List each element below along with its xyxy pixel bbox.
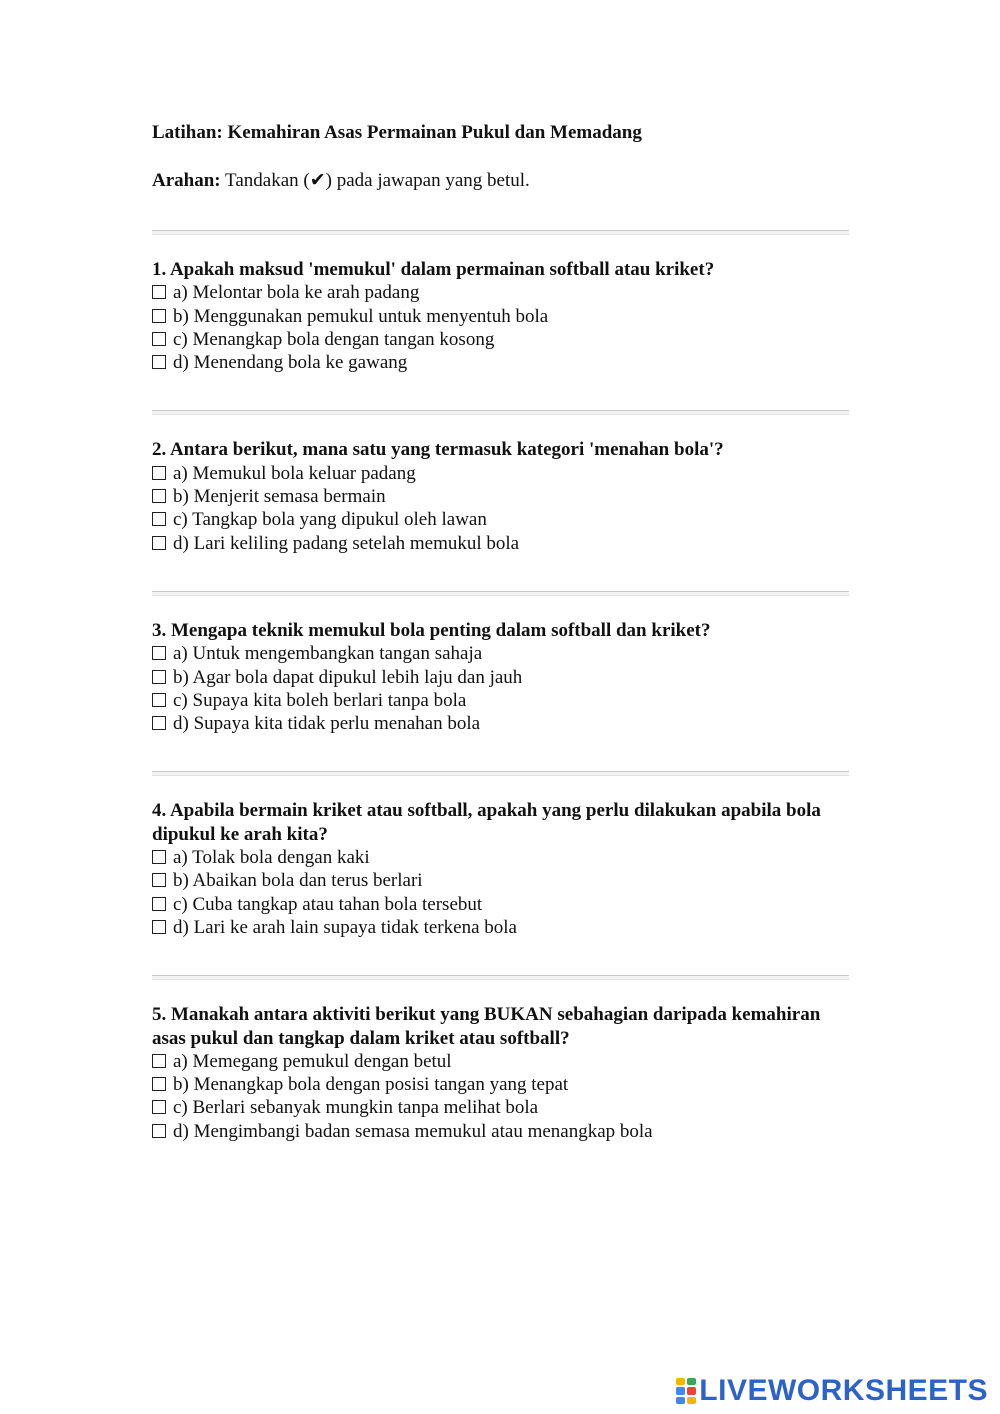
answer-option[interactable] — [152, 485, 849, 508]
option-label: a) Memukul bola keluar padang — [173, 462, 416, 484]
answer-option[interactable] — [152, 846, 849, 869]
checkbox[interactable] — [152, 355, 166, 369]
liveworksheets-logo — [676, 1374, 988, 1408]
answer-option[interactable] — [152, 916, 849, 939]
worksheet-title: Latihan: Kemahiran Asas Permainan Pukul dan Memadang — [152, 122, 642, 143]
logo-square — [676, 1387, 685, 1394]
checkbox[interactable] — [152, 1077, 166, 1091]
checkbox[interactable] — [152, 716, 166, 730]
option-label: a) Memegang pemukul dengan betul — [173, 1050, 452, 1072]
answer-option[interactable] — [152, 1120, 849, 1143]
worksheet — [152, 120, 849, 1143]
logo-square — [676, 1378, 685, 1385]
option-label: b) Abaikan bola dan terus berlari — [173, 870, 423, 892]
answer-option[interactable] — [152, 1096, 849, 1119]
answer-option[interactable] — [152, 351, 849, 374]
question-1 — [152, 258, 849, 374]
divider — [152, 230, 849, 235]
question-text: 1. Apakah maksud 'memukul' dalam permainan softball atau kriket? — [152, 259, 715, 280]
option-label: d) Lari ke arah lain supaya tidak terkena bola — [173, 916, 517, 938]
logo-text: LIVEWORKSHEETS — [699, 1374, 988, 1407]
option-label: c) Tangkap bola yang dipukul oleh lawan — [173, 509, 487, 531]
question-text: 5. Manakah antara aktiviti berikut yang BUKAN sebahagian daripada kemahiran asas pukul dan tangkap dalam kriket atau softball? — [152, 1004, 821, 1049]
option-label: c) Menangkap bola dengan tangan kosong — [173, 328, 495, 350]
option-label: a) Untuk mengembangkan tangan sahaja — [173, 643, 483, 665]
answer-option[interactable] — [152, 508, 849, 531]
question-5 — [152, 1003, 849, 1143]
checkbox[interactable] — [152, 285, 166, 299]
answer-option[interactable] — [152, 689, 849, 712]
checkbox[interactable] — [152, 1054, 166, 1068]
checkbox[interactable] — [152, 1124, 166, 1138]
option-label: b) Menjerit semasa bermain — [173, 486, 386, 508]
checkbox[interactable] — [152, 332, 166, 346]
logo-square — [687, 1387, 696, 1394]
answer-option[interactable] — [152, 305, 849, 328]
checkbox[interactable] — [152, 309, 166, 323]
answer-option[interactable] — [152, 712, 849, 735]
option-label: a) Tolak bola dengan kaki — [173, 847, 370, 869]
answer-option[interactable] — [152, 666, 849, 689]
checkbox[interactable] — [152, 466, 166, 480]
logo-square — [687, 1378, 696, 1385]
question-text: 3. Mengapa teknik memukul bola penting dalam softball dan kriket? — [152, 619, 711, 641]
question-4 — [152, 799, 849, 939]
answer-option[interactable] — [152, 869, 849, 892]
instruction-text: Tandakan (✔) pada jawapan yang betul. — [225, 170, 530, 191]
instruction — [152, 168, 849, 194]
option-label: d) Mengimbangi badan semasa memukul atau menangkap bola — [173, 1120, 653, 1142]
question-text: 4. Apabila bermain kriket atau softball, apakah yang perlu dilakukan apabila bola dipukul ke arah kita? — [152, 800, 821, 845]
answer-option[interactable] — [152, 1073, 849, 1096]
checkbox[interactable] — [152, 693, 166, 707]
answer-option[interactable] — [152, 462, 849, 485]
answer-option[interactable] — [152, 532, 849, 555]
logo-mark-icon — [676, 1378, 696, 1404]
option-label: a) Melontar bola ke arah padang — [173, 282, 420, 304]
checkbox[interactable] — [152, 489, 166, 503]
answer-option[interactable] — [152, 328, 849, 351]
divider — [152, 975, 849, 980]
divider — [152, 410, 849, 415]
instruction-label: Arahan: — [152, 170, 221, 191]
option-label: c) Berlari sebanyak mungkin tanpa melihat bola — [173, 1097, 539, 1119]
answer-option[interactable] — [152, 642, 849, 665]
answer-option[interactable] — [152, 1050, 849, 1073]
option-label: b) Agar bola dapat dipukul lebih laju dan jauh — [173, 666, 523, 688]
checkbox[interactable] — [152, 897, 166, 911]
question-3 — [152, 619, 849, 735]
option-label: c) Cuba tangkap atau tahan bola tersebut — [173, 893, 483, 915]
checkbox[interactable] — [152, 920, 166, 934]
option-label: d) Lari keliling padang setelah memukul bola — [173, 532, 520, 554]
question-2 — [152, 438, 849, 554]
checkbox[interactable] — [152, 646, 166, 660]
divider — [152, 771, 849, 776]
question-text: 2. Antara berikut, mana satu yang termasuk kategori 'menahan bola'? — [152, 439, 724, 461]
checkbox[interactable] — [152, 512, 166, 526]
checkbox[interactable] — [152, 1100, 166, 1114]
option-label: b) Menangkap bola dengan posisi tangan yang tepat — [173, 1074, 569, 1096]
logo-square — [676, 1397, 685, 1404]
answer-option[interactable] — [152, 893, 849, 916]
checkbox[interactable] — [152, 873, 166, 887]
logo-square — [687, 1397, 696, 1404]
divider — [152, 591, 849, 596]
option-label: b) Menggunakan pemukul untuk menyentuh bola — [173, 305, 549, 327]
checkbox[interactable] — [152, 536, 166, 550]
checkbox[interactable] — [152, 850, 166, 864]
option-label: d) Menendang bola ke gawang — [173, 352, 408, 374]
option-label: d) Supaya kita tidak perlu menahan bola — [173, 713, 481, 735]
answer-option[interactable] — [152, 281, 849, 304]
option-label: c) Supaya kita boleh berlari tanpa bola — [173, 689, 467, 711]
checkbox[interactable] — [152, 670, 166, 684]
